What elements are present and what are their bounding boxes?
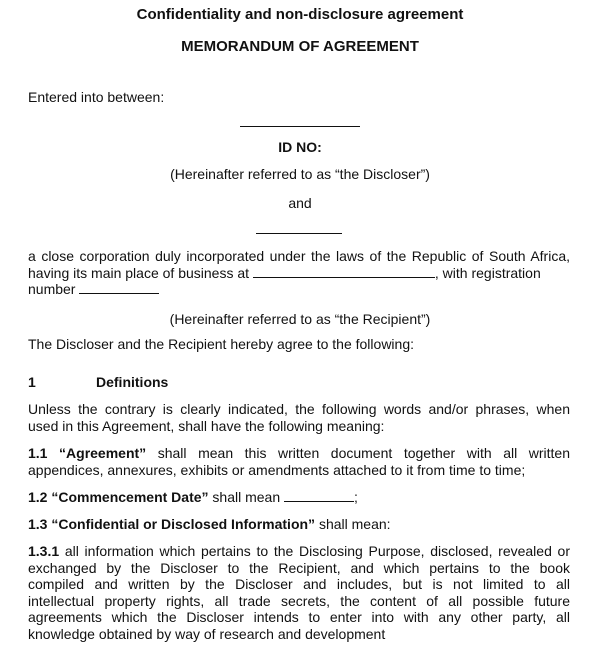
definition-1-3-number: 1.3 <box>28 516 48 532</box>
definition-1-3-1-line-4: intellectual property rights, all trade secrets, the content of all possible future <box>28 592 570 609</box>
definitions-intro-line-1: Unless the contrary is clearly indicated, the following words and/or phrases, when <box>28 401 570 417</box>
definition-1-1-line-1 <box>28 445 570 462</box>
registration-number-label: number <box>28 281 76 297</box>
corporation-place-label: having its main place of business at <box>28 264 250 281</box>
entered-into-label: Entered into between: <box>28 89 165 105</box>
definition-1-1-term: “Agreement” <box>59 445 147 461</box>
definition-1-3-1-number: 1.3.1 <box>28 543 60 559</box>
definition-1-2-number: 1.2 <box>28 489 48 505</box>
hereinafter-discloser: (Hereinafter referred to as “the Discloser”) <box>170 166 430 182</box>
definitions-intro-line-2: used in this Agreement, shall have the following meaning: <box>28 417 385 434</box>
definition-1-3-1-text: all information which pertains to the Disclosing Purpose, disclosed, revealed or <box>64 543 571 559</box>
definition-1-1-line-2: appendices, annexures, exhibits or amendments attached to it from time to time; <box>28 461 526 478</box>
corporation-paragraph <box>28 248 570 298</box>
definition-1-3-term: “Confidential or Disclosed Information” <box>51 516 316 532</box>
definition-1-2-term: “Commencement Date” <box>51 489 209 505</box>
registration-number-blank <box>79 281 159 294</box>
definition-1-3-1-line-2: exchanged by the Discloser to the Recipient, and which pertains to the book <box>28 559 570 576</box>
and-label: and <box>288 195 312 211</box>
section-number: 1 <box>28 374 36 390</box>
corporation-line-1: a close corporation duly incorporated under the laws of the Republic of South Africa, <box>28 248 570 264</box>
definition-1-1 <box>28 445 570 478</box>
document-title: Confidentiality and non-disclosure agreement <box>136 6 464 23</box>
definitions-intro <box>28 401 570 434</box>
definition-1-3-1-line-6: knowledge obtained by way of research and development <box>28 625 386 642</box>
section-title: Definitions <box>96 374 169 390</box>
corporation-line-2 <box>28 265 570 282</box>
commencement-date-blank <box>284 489 354 502</box>
definition-1-3-1-line-3: compiled and written by the Discloser and includes, but is not limited to all <box>28 576 570 592</box>
definition-1-3-1-line-1 <box>28 543 570 560</box>
recipient-name-blank <box>256 233 342 234</box>
definition-1-3 <box>28 516 391 532</box>
id-no-label: ID NO: <box>278 139 322 155</box>
place-of-business-blank <box>253 265 435 278</box>
definition-1-3-1-line-5: agreements which the Discloser intends to enter into with any other party, all <box>28 609 570 625</box>
agreement-intro: The Discloser and the Recipient hereby agree to the following: <box>28 336 414 352</box>
definition-1-2 <box>28 489 358 505</box>
definition-1-3-1 <box>28 543 570 642</box>
definition-1-1-text: shall mean this written document together with all written <box>157 445 571 461</box>
corporation-registration-label: , with registration <box>434 264 541 281</box>
definition-1-1-number: 1.1 <box>28 445 48 461</box>
hereinafter-recipient: (Hereinafter referred to as “the Recipient”) <box>169 311 431 327</box>
definition-1-2-end: ; <box>354 489 358 505</box>
definition-1-3-text: shall mean: <box>318 516 391 532</box>
definition-1-2-text: shall mean <box>212 489 281 505</box>
corporation-line-3 <box>28 281 570 298</box>
document-subtitle: MEMORANDUM OF AGREEMENT <box>181 38 419 55</box>
discloser-name-blank <box>240 126 360 127</box>
